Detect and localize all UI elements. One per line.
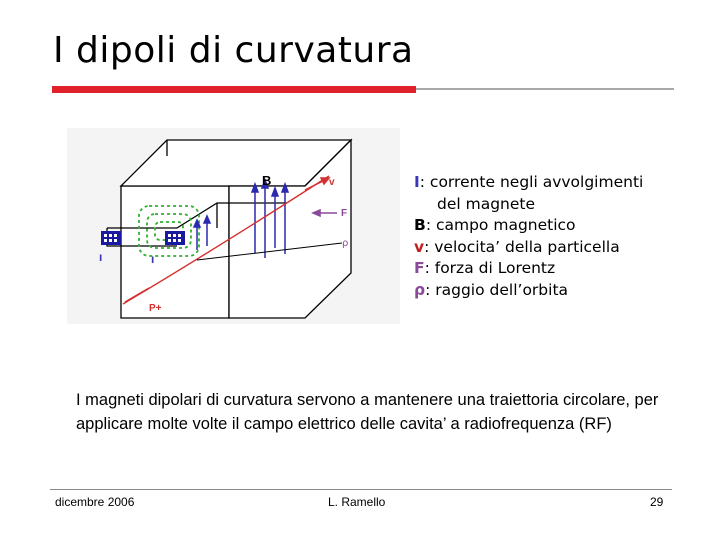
title-underline-red [52, 86, 416, 93]
legend-symbol: B [414, 216, 426, 235]
footer-page-number: 29 [650, 495, 664, 509]
legend-text: : corrente negli avvolgimenti [419, 173, 644, 191]
legend-item [414, 172, 643, 194]
footer-line [50, 489, 672, 490]
slide-title: I dipoli di curvatura [53, 30, 414, 71]
label-I-inner: I [151, 256, 155, 266]
legend-symbol: F [414, 259, 425, 278]
label-v: v [329, 177, 335, 188]
legend-symbol: I [414, 173, 420, 191]
legend-symbol: v [414, 237, 425, 256]
legend-item [414, 237, 643, 259]
legend-text-continuation: del magnete [437, 194, 536, 213]
legend-text: : velocita’ della particella [424, 237, 620, 256]
coil-cross-section-inner [165, 231, 185, 245]
label-F: F [341, 208, 348, 219]
body-text: I magneti dipolari di curvatura servono a mantenere una traiettoria circolare, per applicare molte volte il campo elettrico delle cavita’ a radiofrequenza (RF) [76, 391, 659, 433]
legend-text: : campo magnetico [425, 216, 576, 235]
label-proton: P+ [149, 303, 162, 314]
legend-item [414, 258, 643, 280]
label-I-left: I [99, 254, 103, 264]
dipole-magnet-diagram [67, 128, 400, 324]
footer-author: L. Ramello [328, 495, 386, 509]
title-underline-gray [416, 88, 674, 90]
label-B: B [262, 173, 272, 188]
label-rho: ρ [342, 238, 349, 249]
legend-symbol: ρ [414, 280, 426, 299]
legend-item [414, 215, 643, 237]
legend [414, 172, 643, 302]
legend-item [414, 280, 643, 302]
coil-cross-section-left [101, 231, 121, 245]
legend-text: : raggio dell’orbita [425, 280, 569, 299]
legend-text: : forza di Lorentz [424, 259, 556, 278]
footer-date: dicembre 2006 [55, 495, 135, 509]
